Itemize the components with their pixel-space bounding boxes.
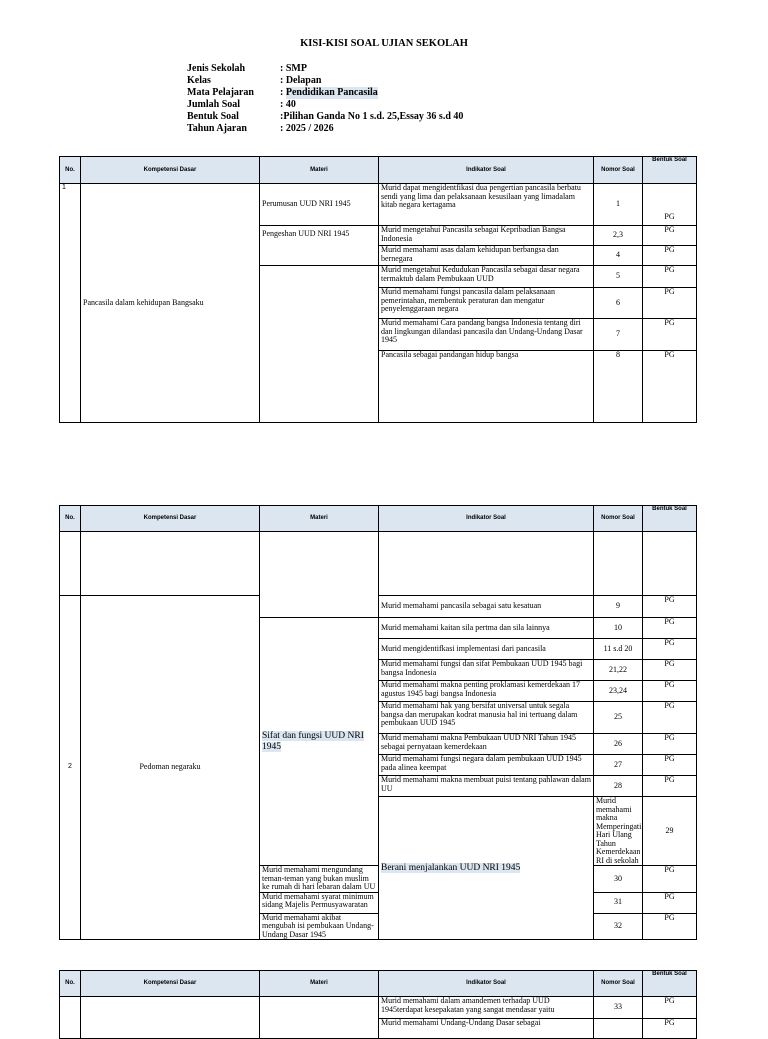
indikator-cell: Murid memahami Undang-Undang Dasar sebagai — [379, 1019, 594, 1039]
document-title: KISI-KISI SOAL UJIAN SEKOLAH — [300, 38, 468, 49]
kisi-table-2 — [59, 505, 697, 940]
indikator-cell: Murid memahami hak yang bersifat universal untuk segala bangsa dan merupakan kodrat manusia hal ini tertuang dalam pembukaan UUD 1945 — [379, 702, 594, 734]
info-label: Mata Pelajaran — [187, 87, 254, 98]
bentuk-cell: PG — [643, 755, 697, 776]
bentuk-cell: PG — [643, 734, 697, 755]
bentuk-cell: PG — [643, 319, 697, 351]
indikator-cell: Murid memahami pancasila sebagai satu kesatuan — [379, 596, 594, 618]
bentuk-cell: PG — [643, 226, 697, 246]
nomor-cell: 9 — [594, 596, 643, 618]
kompetensi-cell: Pedoman negaraku — [81, 596, 260, 940]
info-label: Jenis Sekolah — [187, 63, 246, 74]
bentuk-cell: PG — [643, 184, 697, 226]
bentuk-cell: PG — [643, 266, 697, 288]
indikator-cell: Murid memahami makna membuat puisi tentang pahlawan dalam UU — [379, 776, 594, 797]
indikator-cell: Murid mengetahui Kedudukan Pancasila sebagai dasar negara termaktub dalam Pembukaan UUD — [379, 266, 594, 288]
header-bentuk: Bentuk Soal — [643, 506, 697, 532]
table-row — [60, 997, 697, 1019]
bentuk-cell: PG — [643, 997, 697, 1019]
indikator-cell: Murid memahami makna penting proklamasi kemerdekaan 17 agustus 1945 bagi bangsa Indonesia — [379, 681, 594, 702]
materi-text: Sifat dan fungsi UUD NRI 1945 — [262, 730, 364, 752]
header-materi: Materi — [260, 971, 379, 997]
indikator-cell: Murid memahami makna Pembukaan UUD NRI Tahun 1945 sebagai pernyataan kemerdekaan — [379, 734, 594, 755]
bentuk-cell: PG — [643, 702, 697, 734]
materi-text: Berani menjalankan UUD NRI 1945 — [381, 862, 521, 873]
empty-cell — [594, 532, 643, 596]
header-indikator: Indikator Soal — [379, 971, 594, 997]
indikator-cell: Murid memahami dalam amandemen terhadap UUD 1945terdapat kesepakatan yang sangat mendasar yaitu — [379, 997, 594, 1019]
indikator-cell: Murid memahami mengundang teman-teman yang bukan muslim ke rumah di hari lebaran dalam UU — [260, 866, 379, 893]
document-info — [187, 63, 463, 135]
bentuk-cell: PG — [643, 866, 697, 893]
empty-cell — [260, 532, 379, 618]
info-colon: : — [280, 87, 286, 98]
header-bentuk: Bentuk Soal — [643, 971, 697, 997]
table-row — [60, 184, 697, 226]
header-kompetensi: Kompetensi Dasar — [81, 506, 260, 532]
header-nomor: Nomor Soal — [594, 506, 643, 532]
nomor-cell: 8 — [594, 351, 643, 423]
header-materi: Materi — [260, 506, 379, 532]
row-number: 2 — [60, 596, 81, 940]
header-nomor: Nomor Soal — [594, 157, 643, 184]
indikator-cell: Murid memahami fungsi negara dalam pembukaan UUD 1945 pada alinea keempat — [379, 755, 594, 776]
nomor-cell: 5 — [594, 266, 643, 288]
bentuk-cell: PG — [643, 351, 697, 423]
table-row — [60, 596, 697, 618]
nomor-cell: 28 — [594, 776, 643, 797]
header-indikator: Indikator Soal — [379, 506, 594, 532]
nomor-cell: 4 — [594, 246, 643, 266]
header-no: No. — [60, 506, 81, 532]
nomor-cell: 23,24 — [594, 681, 643, 702]
info-value: : Delapan — [280, 75, 322, 86]
empty-cell — [60, 532, 81, 596]
empty-cell — [60, 997, 81, 1039]
header-no: No. — [60, 157, 81, 184]
bentuk-cell: PG — [643, 596, 697, 618]
bentuk-cell: PG — [643, 892, 697, 913]
info-value-highlighted: Pendidikan Pancasila — [285, 87, 378, 98]
indikator-cell: Murid memahami makna Memperingati Hari Ulang Tahun Kemerdekaan RI di sekolah — [594, 797, 643, 866]
kisi-table-1 — [59, 156, 697, 423]
nomor-cell: 33 — [594, 997, 643, 1019]
nomor-cell: 26 — [594, 734, 643, 755]
nomor-cell — [594, 1019, 643, 1039]
info-value: : SMP — [280, 63, 307, 74]
indikator-cell: Murid memahami Cara pandang bangsa Indonesia tentang diri dan lingkungan dilandasi pancasila dan Undang-Undang Dasar 1945 — [379, 319, 594, 351]
nomor-cell: 32 — [594, 913, 643, 940]
info-value: : 2025 / 2026 — [280, 123, 334, 134]
nomor-cell: 25 — [594, 702, 643, 734]
indikator-cell: Murid mengidentifkasi implementasi dari pancasila — [379, 639, 594, 660]
nomor-cell: 6 — [594, 288, 643, 319]
nomor-cell: 30 — [594, 866, 643, 893]
bentuk-cell: PG — [643, 288, 697, 319]
nomor-cell: 31 — [594, 892, 643, 913]
indikator-cell: Murid memahami fungsi dan sifat Pembukaan UUD 1945 bagi bangsa Indonesia — [379, 660, 594, 681]
table-header-row — [60, 157, 697, 184]
info-label: Kelas — [187, 75, 211, 86]
bentuk-cell: PG — [643, 618, 697, 639]
indikator-cell: Murid dapat mengidentfikasi dua pengertian pancasila berbatu sendi yang lima dan pelaksanaan kesusilaan yang limadalam kitab negara kertagama — [379, 184, 594, 226]
empty-cell — [379, 532, 594, 596]
info-label: Bentuk Soal — [187, 111, 239, 122]
header-materi: Materi — [260, 157, 379, 184]
header-kompetensi: Kompetensi Dasar — [81, 157, 260, 184]
header-nomor: Nomor Soal — [594, 971, 643, 997]
table-header-row — [60, 971, 697, 997]
bentuk-cell: PG — [643, 246, 697, 266]
materi-cell-highlighted — [260, 618, 379, 866]
info-value: : 40 — [280, 99, 296, 110]
info-value: :Pilihan Ganda No 1 s.d. 25,Essay 36 s.d 40 — [280, 111, 464, 122]
nomor-cell: 27 — [594, 755, 643, 776]
materi-empty-cell — [260, 266, 379, 423]
indikator-cell: Murid memahami fungsi pancasila dalam pelaksanaan pemerintahan, membentuk peraturan dan mengatur penyelenggaraan negara — [379, 288, 594, 319]
kisi-table-3 — [59, 970, 697, 1039]
header-kompetensi: Kompetensi Dasar — [81, 971, 260, 997]
bentuk-cell: PG — [643, 776, 697, 797]
table-row — [60, 532, 697, 596]
nomor-cell: 10 — [594, 618, 643, 639]
kompetensi-cell: Pancasila dalam kehidupan Bangsaku — [81, 184, 260, 423]
materi-cell-highlighted — [379, 797, 594, 940]
nomor-cell: 11 s.d 20 — [594, 639, 643, 660]
bentuk-cell: PG — [643, 639, 697, 660]
nomor-cell: 1 — [594, 184, 643, 226]
bentuk-cell: PG — [643, 1019, 697, 1039]
indikator-cell: Murid memahami asas dalam kehidupan berbangsa dan bernegara — [379, 246, 594, 266]
nomor-cell: 21,22 — [594, 660, 643, 681]
row-number: 1 — [60, 184, 81, 423]
empty-cell — [81, 532, 260, 596]
empty-cell — [643, 532, 697, 596]
header-indikator: Indikator Soal — [379, 157, 594, 184]
info-label: Jumlah Soal — [187, 99, 241, 110]
materi-cell: Pengeshan UUD NRI 1945 — [260, 226, 379, 266]
info-label: Tahun Ajaran — [187, 123, 247, 134]
indikator-cell: Murid memahami kaitan sila pertma dan sila lainnya — [379, 618, 594, 639]
nomor-cell: 2,3 — [594, 226, 643, 246]
indikator-cell: Pancasila sebagai pandangan hidup bangsa — [379, 351, 594, 423]
bentuk-cell: PG — [643, 681, 697, 702]
indikator-cell: Murid memahami syarat minimum sidang Majelis Permusyawaratan — [260, 892, 379, 913]
header-no: No. — [60, 971, 81, 997]
nomor-cell: 29 — [643, 797, 697, 866]
indikator-cell: Murid memahami akibat mengubah isi pembukaan Undang-Undang Dasar 1945 — [260, 913, 379, 940]
indikator-cell: Murid mengetahui Pancasila sebagai Kepribadian Bangsa Indonesia — [379, 226, 594, 246]
empty-cell — [81, 997, 260, 1039]
bentuk-cell: PG — [643, 660, 697, 681]
table-header-row — [60, 506, 697, 532]
bentuk-cell: PG — [643, 913, 697, 940]
header-bentuk: Bentuk Soal — [643, 157, 697, 184]
empty-cell — [260, 997, 379, 1039]
nomor-cell: 7 — [594, 319, 643, 351]
materi-cell: Perumusan UUD NRI 1945 — [260, 184, 379, 226]
